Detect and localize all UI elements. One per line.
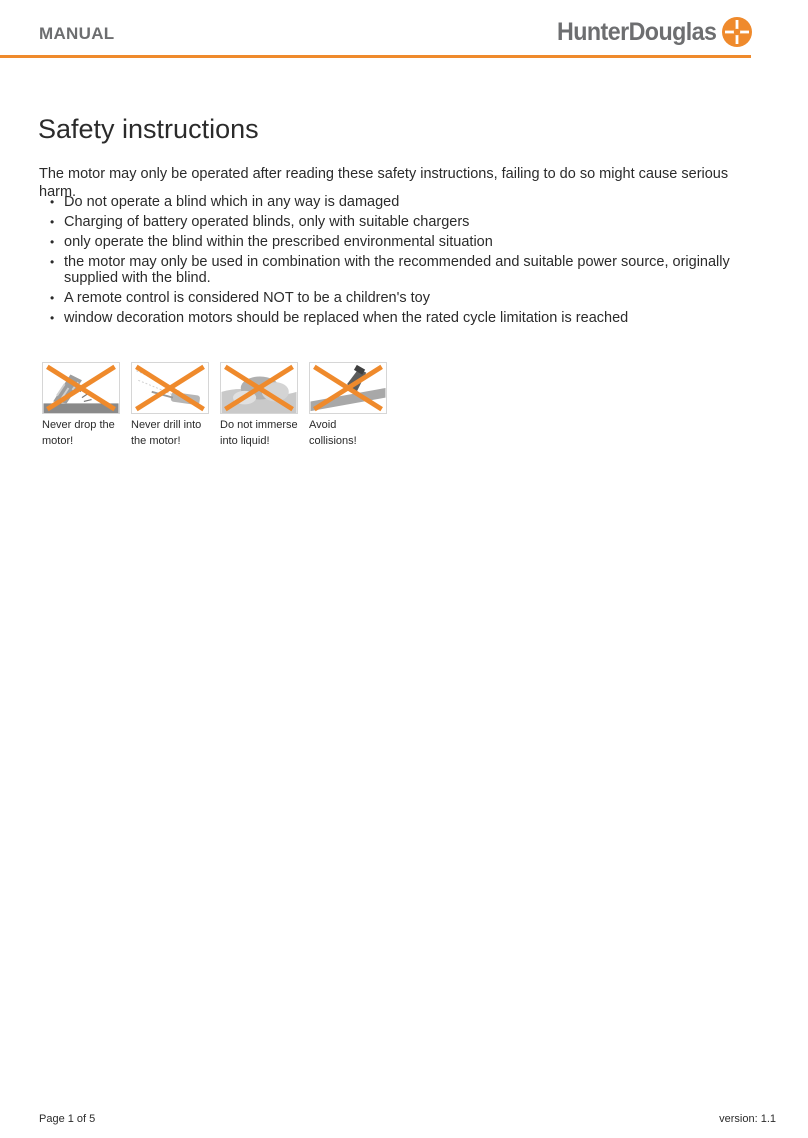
version-label: version: 1.1 [719,1113,776,1125]
list-item: • the motor may only be used in combination with the recommended and suitable power source, originally supplied with the blind. [50,254,756,286]
warning-card [131,362,209,449]
list-item: • A remote control is considered NOT to be a children's toy [50,290,756,306]
warning-caption: Do not immerse into liquid! [220,419,298,447]
header-label: MANUAL [39,24,115,43]
warning-card [220,362,298,449]
drill-motor-icon [131,362,209,414]
warning-card [309,362,387,449]
list-item: • Do not operate a blind which in any way is damaged [50,194,756,210]
immerse-liquid-icon [220,362,298,414]
warning-caption: Never drop the motor! [42,419,115,447]
collision-icon [309,362,387,414]
header-divider [0,55,751,58]
list-item: • window decoration motors should be replaced when the rated cycle limitation is reached [50,310,756,326]
brand-name: HunterDouglas [556,17,716,46]
page-number: Page 1 of 5 [39,1113,96,1125]
warning-card [42,362,120,449]
warning-icons [42,362,387,449]
intro-paragraph: The motor may only be operated after reading these safety instructions, failing to do so might cause serious harm. [39,166,729,200]
brand-logo [545,16,752,48]
page-title: Safety instructions [38,114,259,144]
list-item: • only operate the blind within the prescribed environmental situation [50,234,756,250]
warning-caption: Never drill into the motor! [131,419,202,447]
safety-list [50,194,756,330]
list-item: • Charging of battery operated blinds, only with suitable chargers [50,214,756,230]
warning-caption: Avoid collisions! [309,419,357,447]
hunterdouglas-logo-icon [722,17,752,47]
drop-motor-icon [42,362,120,414]
